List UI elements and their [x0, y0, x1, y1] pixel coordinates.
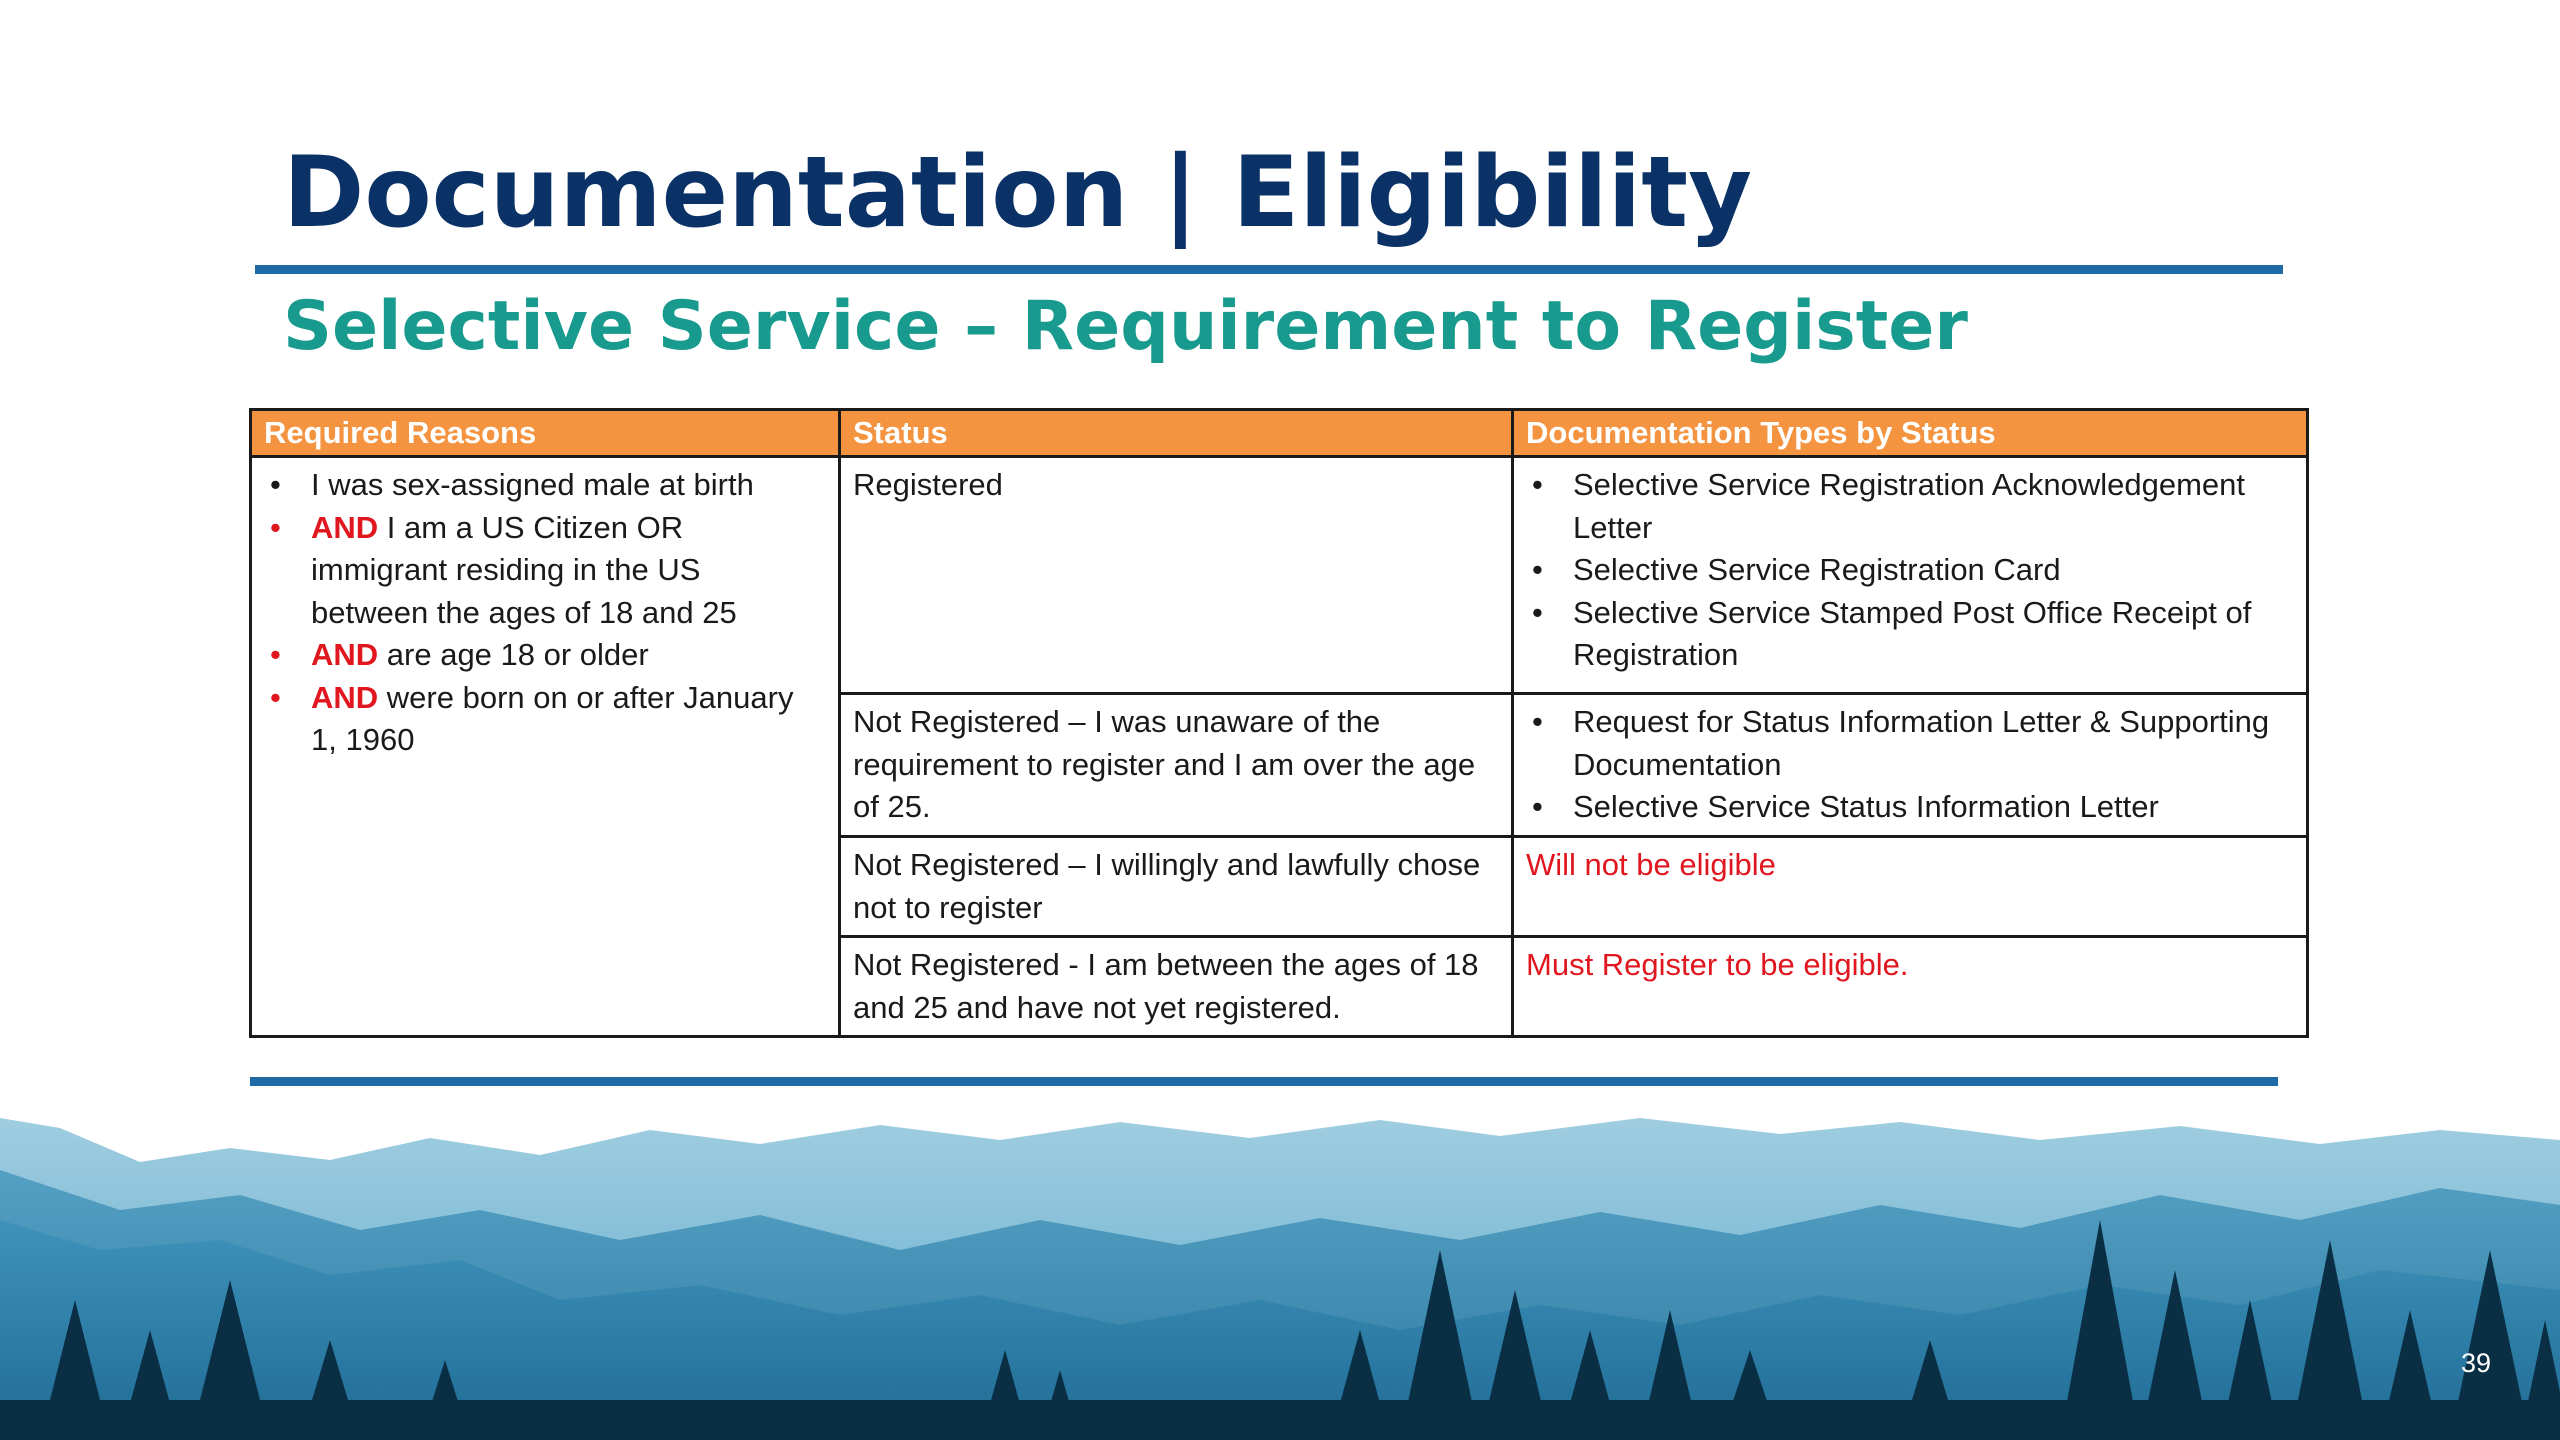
doc-text: Selective Service Stamped Post Office Receipt of Registration: [1573, 594, 2252, 672]
bullet-icon: •: [1532, 704, 1543, 739]
mountain-forest-scenery: [0, 1100, 2560, 1440]
keyword: AND: [311, 509, 379, 545]
requirements-table: [249, 408, 2309, 1038]
doc-text: Selective Service Status Information Letter: [1573, 789, 2159, 824]
status-cell-age-18-25: Not Registered - I am between the ages of 18 and 25 and have not yet registered.: [840, 937, 1513, 1037]
bottom-divider: [250, 1077, 2278, 1086]
reason-text: I am a US Citizen OR immigrant residing in the US between the ages of 18 and 25: [311, 509, 737, 630]
header-status: Status: [840, 410, 1513, 457]
reason-text: I was sex-assigned male at birth: [311, 467, 754, 502]
list-item: [264, 507, 826, 635]
status-cell-chose-not: Not Registered – I willingly and lawfully chose not to register: [840, 837, 1513, 937]
list-item: [264, 464, 826, 507]
list-item: [264, 677, 826, 762]
bullet-icon: •: [1532, 594, 1543, 630]
bullet-icon: •: [1532, 552, 1543, 587]
status-cell-unaware: Not Registered – I was unaware of the requirement to register and I am over the age of 25.: [840, 694, 1513, 837]
bullet-icon: •: [270, 467, 281, 502]
list-item: [1526, 464, 2294, 549]
header-required-reasons: Required Reasons: [251, 410, 840, 457]
required-reasons-cell: [251, 457, 840, 1037]
required-reasons-list: [264, 464, 826, 762]
doc-text: Request for Status Information Letter & Supporting Documentation: [1573, 704, 2270, 782]
result-not-eligible: Will not be eligible: [1513, 837, 2308, 937]
list-item: [264, 634, 826, 677]
bullet-icon: •: [270, 637, 281, 672]
bullet-icon: •: [1532, 789, 1543, 824]
doc-text: Selective Service Registration Card: [1573, 552, 2061, 587]
list-item: [1526, 701, 2294, 786]
result-must-register: Must Register to be eligible.: [1513, 937, 2308, 1037]
list-item: [1526, 592, 2294, 677]
status-cell-registered: Registered: [840, 457, 1513, 694]
doc-text: Selective Service Registration Acknowledgement Letter: [1573, 467, 2246, 545]
bullet-icon: •: [1532, 467, 1543, 502]
list-item: [1526, 549, 2294, 592]
slide-subtitle: Selective Service – Requirement to Register: [283, 287, 1968, 366]
bullet-icon: •: [270, 679, 281, 715]
title-divider: [255, 265, 2283, 274]
table-row: [251, 457, 2308, 694]
docs-cell-unaware: [1513, 694, 2308, 837]
bullet-icon: •: [270, 509, 281, 545]
reason-text: are age 18 or older: [378, 637, 649, 672]
reason-text: were born on or after January 1, 1960: [311, 679, 794, 757]
page-number: 39: [2460, 1348, 2492, 1378]
docs-cell-registered: [1513, 457, 2308, 694]
keyword: AND: [311, 679, 379, 715]
docs-list: [1526, 701, 2294, 829]
table-header-row: [251, 410, 2308, 457]
keyword: AND: [311, 637, 379, 672]
slide-title: Documentation | Eligibility: [283, 136, 1752, 250]
list-item: [1526, 786, 2294, 829]
docs-list: [1526, 464, 2294, 677]
header-documentation-types: Documentation Types by Status: [1513, 410, 2308, 457]
